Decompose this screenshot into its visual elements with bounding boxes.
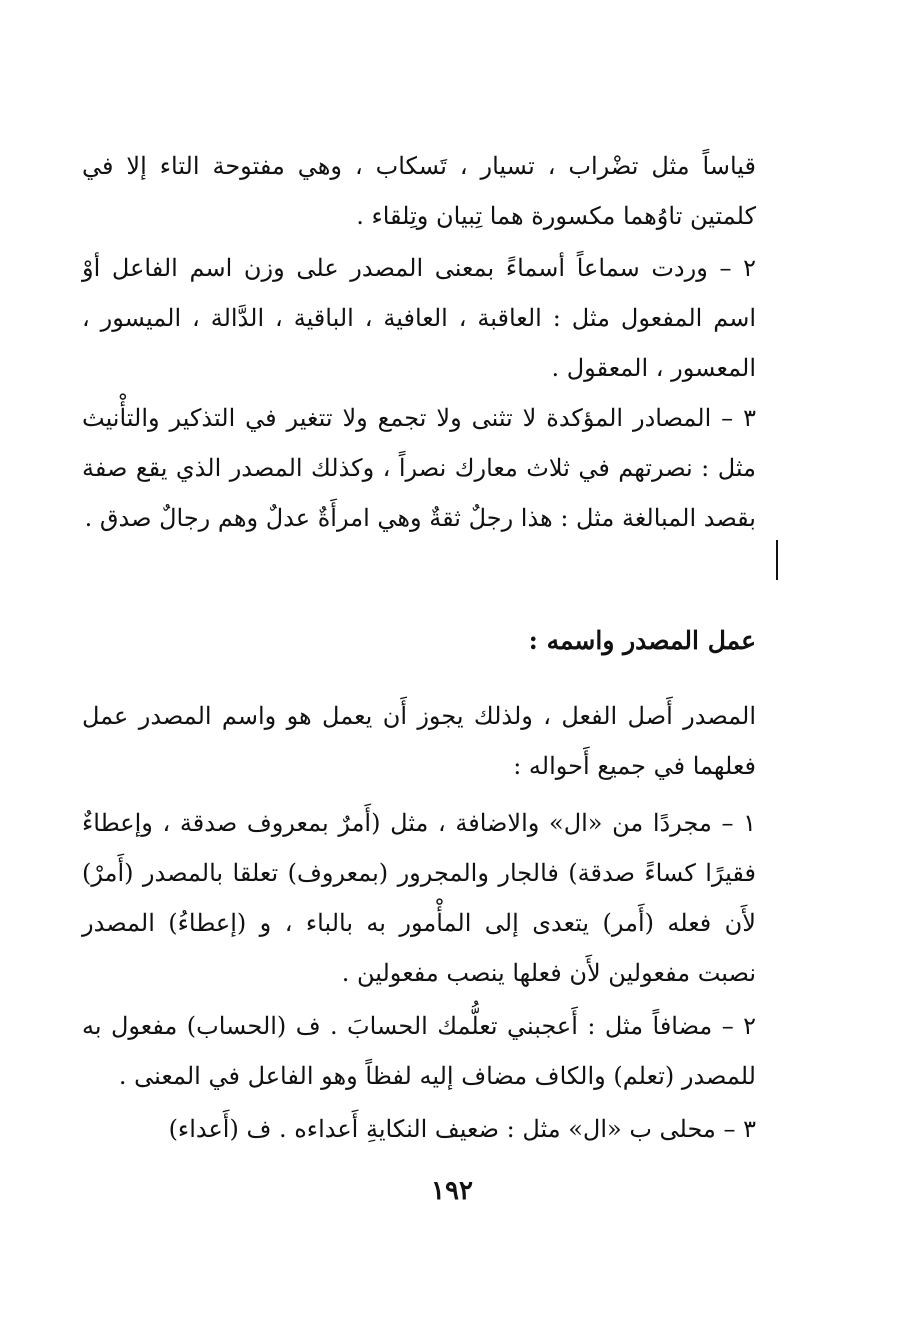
paragraph-case-1: ١ – مجردًا من «ال» والاضافة ، مثل (أَمرٌ بمعروف صدقة ، وإعطاءٌ فقيرًا كساءً صدقة) فالجار والمجرور (بمعروف) تعلقا بالمصدر (أَمرْ) لأَن فعله (أَمر) يتعدى إلى المأْمور به بالباء ، و (إعطاءُ) المصدر نصبت مفعولين لأَن فعلها ينصب مفعولين . [82,809,756,987]
paragraph-continuation: قياساً مثل تضْراب ، تسيار ، تَسكاب ، وهي مفتوحة التاء إلا في كلمتين تاوُهما مكسورة هما تِبيان وتِلقاء . [82,152,756,230]
margin-line [776,540,778,580]
paragraph-item-2: ٢ – وردت سماعاً أسماءً بمعنى المصدر على وزن اسم الفاعل أوْ اسم المفعول مثل : العاقبة ، العافية ، الباقية ، الدَّالة ، الميسور ، المعسور ، المعقول . [82,254,756,382]
paragraph-case-3: ٣ – محلى ب «ال» مثل : ضعيف النكايةِ أَعداءه . ف (أَعداء) [168,1115,756,1143]
paragraph-case-2: ٢ – مضافاً مثل : أَعجبني تعلُّمك الحسابَ . ف (الحساب) مفعول به للمصدر (تعلم) والكاف مضاف إليه لفظاً وهو الفاعل في المعنى . [82,1012,756,1090]
section-heading: عمل المصدر واسمه : [528,626,756,655]
paragraph-intro: المصدر أَصل الفعل ، ولذلك يجوز أَن يعمل هو واسم المصدر عمل فعلهما في جميع أَحواله : [82,702,756,780]
page-number: ١٩٢ [431,1176,473,1206]
paragraph-item-3: ٣ – المصادر المؤكدة لا تثنى ولا تجمع ولا تتغير في التذكير والتأْنيث مثل : نصرتهم في ثلاث معارك نصراً ، وكذلك المصدر الذي يقع صفة بقصد المبالغة مثل : هذا رجلٌ ثقةٌ وهي امرأَةٌ عدلٌ وهم رجالٌ صدق . [82,404,756,532]
